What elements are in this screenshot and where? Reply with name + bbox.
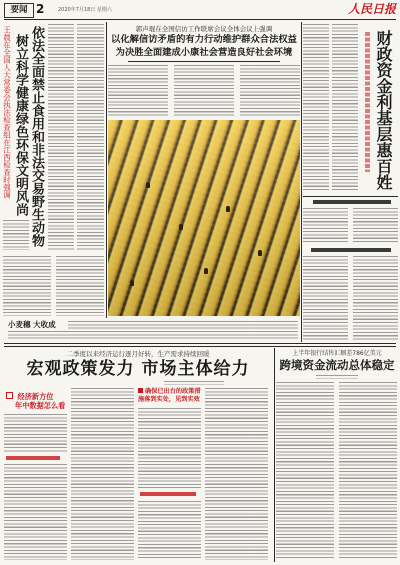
masthead-rule [4, 19, 396, 20]
newspaper-logo: 人民日报 [347, 2, 396, 16]
column-divider [106, 22, 107, 318]
article-economy[interactable] [4, 348, 272, 562]
issue-date: 2020年7月18日 星期六 [58, 7, 112, 13]
body-text-block [303, 208, 348, 244]
body-text-block [303, 256, 348, 340]
photo-caption-block [6, 319, 300, 342]
body-text-block [339, 382, 397, 560]
body-text-block [3, 256, 51, 316]
section-double-rule [4, 343, 396, 344]
body-text-block [71, 388, 134, 560]
body-text-block [138, 408, 201, 488]
body-text-block [276, 382, 334, 560]
photo-figure [204, 268, 208, 274]
caption-text [8, 331, 298, 339]
subhead-placeholder [6, 456, 60, 460]
body-text-block [138, 501, 201, 560]
article-subhead: 确保已出台的政策措施落到实处，见到实效 [138, 388, 201, 403]
article-headline: 以化解信访矛盾的有力行动维护群众合法权益 [111, 34, 297, 45]
byline-text [316, 375, 358, 379]
body-text-block [353, 208, 398, 244]
subhead-placeholder [313, 200, 391, 204]
page-number: 2 [36, 2, 45, 16]
subhead-placeholder [140, 492, 196, 496]
column-divider [274, 348, 275, 562]
article-wildlife[interactable] [3, 22, 105, 318]
body-text-block [108, 65, 168, 117]
body-text-block [174, 65, 234, 117]
article-headline: 宏观政策发力 市场主体给力 [26, 359, 250, 379]
sidebar-title [6, 392, 67, 410]
body-text-block [332, 24, 358, 192]
article-kicker-line [365, 32, 370, 172]
article-headline: 树立科学健康绿色环保文明风尚 [13, 34, 28, 216]
section-double-rule [4, 346, 396, 347]
subhead-placeholder [311, 248, 391, 252]
column-divider [301, 22, 302, 342]
photo-figure [258, 250, 262, 256]
article-kicker: 王晨在全国人大常委会执法检查组在江西检查时强调 [2, 26, 12, 199]
photo-figure [130, 280, 134, 286]
photo-caption: 小麦穗 大收成 [8, 320, 56, 329]
article-petitions[interactable] [108, 22, 300, 318]
caption-text [68, 321, 298, 329]
body-text-block [4, 414, 67, 452]
sidebar-title-line: 年中数据怎么看 [15, 401, 66, 410]
photo-figure [179, 224, 183, 230]
body-text-block [77, 24, 104, 250]
article-forex[interactable] [276, 348, 398, 562]
sidebar-title-line: 经济新方位 [17, 392, 54, 401]
article-headline: 为决胜全面建成小康社会营造良好社会环境 [115, 47, 293, 58]
masthead [0, 0, 400, 20]
article-headline: 跨境资金流动总体稳定 [279, 358, 395, 372]
body-text-block [48, 24, 74, 250]
article-kicker: 二季度以来经济运行逐月好转，生产需求持续回暖 [66, 350, 210, 358]
section-rule [303, 196, 398, 197]
photo-figure [226, 206, 230, 212]
byline-text [164, 381, 224, 385]
body-text-block [240, 65, 300, 117]
article-headline: 财政资金利基层惠百姓 [374, 30, 393, 190]
body-text-block [3, 220, 29, 250]
article-fiscal-funds[interactable] [303, 22, 398, 342]
body-text-block [205, 388, 268, 560]
body-text-block [4, 464, 67, 560]
section-label: 要闻 [4, 3, 34, 18]
wheat-harvest-photo[interactable] [108, 120, 300, 316]
body-text-block [353, 256, 398, 340]
article-kicker: 郭声琨在全国信访工作联席会议全体会议上强调 [135, 25, 273, 33]
body-text-block [56, 256, 104, 316]
article-kicker: 上半年银行结售汇顺差786亿美元 [292, 350, 382, 357]
article-headline: 依法全面禁止食用和非法交易野生动物 [29, 26, 44, 247]
photo-figure [146, 182, 150, 188]
headline-rule [128, 61, 280, 62]
body-text-block [303, 24, 329, 192]
